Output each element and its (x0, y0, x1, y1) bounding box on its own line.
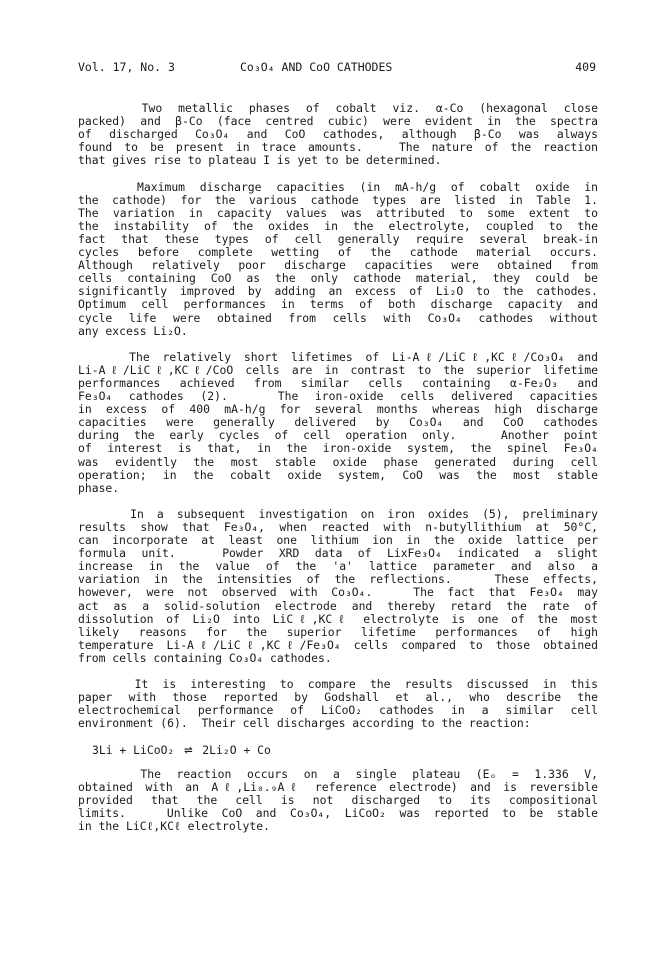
text-line: cycles before complete wetting of the cathode material occurs. (78, 245, 598, 260)
text-line: Maximum discharge capacities (in mA-h/g of cobalt oxide in (78, 179, 598, 194)
paragraph (78, 351, 598, 495)
text-line: Fe₃O₄ cathodes (2). The iron-oxide cells delivered capacities (78, 389, 598, 404)
text-line: limits. Unlike CoO and Co₃O₄, LiCoO₂ was reported to be stable (78, 805, 598, 820)
text-line: the cathode) for the various cathode types are listed in Table 1. (78, 192, 598, 207)
paragraph (78, 102, 598, 167)
text-line: likely reasons for the superior lifetime performances of high (78, 624, 598, 639)
text-line: the instability of the oxides in the electrolyte, coupled to the (78, 218, 598, 233)
running-header (78, 60, 596, 80)
text-line: capacities were generally delivered by Co₃O₄ and CoO cathodes (78, 415, 598, 430)
text-line: obtained with an Aℓ,Li₀.₉Aℓ reference electrode) and is reversible (78, 779, 598, 794)
text-line: fact that these types of cell generally require several break-in (78, 231, 598, 246)
text-line: temperature Li-Aℓ/LiCℓ,KCℓ/Fe₃O₄ cells compared to those obtained (78, 637, 598, 652)
text-line: The relatively short lifetimes of Li-Aℓ/LiCℓ,KCℓ/Co₃O₄ and (78, 349, 598, 364)
text-line: In a subsequent investigation on iron oxides (5), preliminary (78, 506, 598, 521)
paragraph (78, 678, 598, 730)
text-line: formula unit. Powder XRD data of LixFe₃O₄ indicated a slight (78, 546, 598, 561)
text-line: Although relatively poor discharge capacities were obtained from (78, 258, 598, 273)
text-line: dissolution of Li₂O into LiCℓ,KCℓ electrolyte is one of the most (78, 611, 598, 626)
text-line: paper with those reported by Godshall et al., who describe the (78, 690, 598, 705)
text-line: results show that Fe₃O₄, when reacted with n-butyllithium at 50°C, (78, 520, 598, 534)
text-line: found to be present in trace amounts. The nature of the reaction (78, 140, 598, 155)
equation-left: 3Li + LiCoO₂ (92, 742, 175, 757)
text-line: variation in the intensities of the reflections. These effects, (78, 572, 598, 587)
text-line: The reaction occurs on a single plateau (Eₒ = 1.336 V, (78, 766, 598, 781)
text-line: of discharged Co₃O₄ and CoO cathodes, although β-Co was always (78, 127, 598, 142)
equation-right: 2Li₂O + Co (202, 742, 271, 757)
text-line: in the LiCℓ,KCℓ electrolyte. (78, 819, 270, 834)
page-number: 409 (575, 60, 596, 74)
text-line: cells containing CoO as the only cathode material, they could be (78, 271, 598, 286)
text-line: phase. (78, 480, 120, 495)
paragraph (78, 181, 598, 338)
text-line: of interest is that, in the iron-oxide system, the spinel Fe₃O₄ (78, 441, 598, 456)
text-line: Two metallic phases of cobalt viz. α-Co (hexagonal close (78, 101, 598, 115)
text-line: act as a solid-solution electrode and thereby retard the rate of (78, 598, 598, 613)
volume-info: Vol. 17, No. 3 (78, 60, 175, 74)
text-line: however, were not observed with Co₃O₄. The fact that Fe₃O₄ may (78, 585, 598, 600)
equilibrium-arrow: ⇌ (184, 742, 193, 759)
paragraph (78, 768, 598, 833)
text-line: It is interesting to compare the results discussed in this (78, 677, 598, 692)
text-line: Li-Aℓ/LiCℓ,KCℓ/CoO cells are in contrast to the superior lifetime (78, 362, 598, 377)
text-line: that gives rise to plateau I is yet to be determined. (78, 153, 442, 168)
text-line: can incorporate at least one lithium ion in the oxide lattice per (78, 533, 598, 548)
text-line: performances achieved from similar cells containing α-Fe₂O₃ and (78, 375, 598, 390)
text-line: significantly improved by adding an excess of Li₂O to the cathodes. (78, 284, 598, 299)
text-line: packed) and β-Co (face centred cubic) were evident in the spectra (78, 114, 598, 129)
text-line: provided that the cell is not discharged to its compositional (78, 792, 598, 807)
text-line: any excess Li₂O. (78, 323, 188, 338)
text-line: was evidently the most stable oxide phase generated during cell (78, 454, 598, 469)
text-line: electrochemical performance of LiCoO₂ cathodes in a similar cell (78, 703, 598, 718)
text-line: during the early cycles of cell operation only. Another point (78, 428, 598, 443)
text-line: from cells containing Co₃O₄ cathodes. (78, 650, 332, 665)
text-line: in excess of 400 mA-h/g for several months whereas high discharge (78, 402, 598, 417)
running-title: Co₃O₄ AND CoO CATHODES (240, 60, 393, 74)
reaction-equation (92, 744, 598, 757)
text-line: operation; in the cobalt oxide system, CoO was the most stable (78, 467, 598, 482)
text-line: environment (6). Their cell discharges according to the reaction: (78, 716, 531, 731)
paragraph (78, 508, 598, 665)
text-line: Optimum cell performances in terms of both discharge capacity and (78, 297, 598, 312)
body-text (78, 102, 598, 846)
text-line: increase in the value of the 'a' lattice parameter and also a (78, 559, 598, 574)
text-line: The variation in capacity values was attributed to some extent to (78, 205, 598, 220)
text-line: cycle life were obtained from cells with Co₃O₄ cathodes without (78, 310, 598, 325)
